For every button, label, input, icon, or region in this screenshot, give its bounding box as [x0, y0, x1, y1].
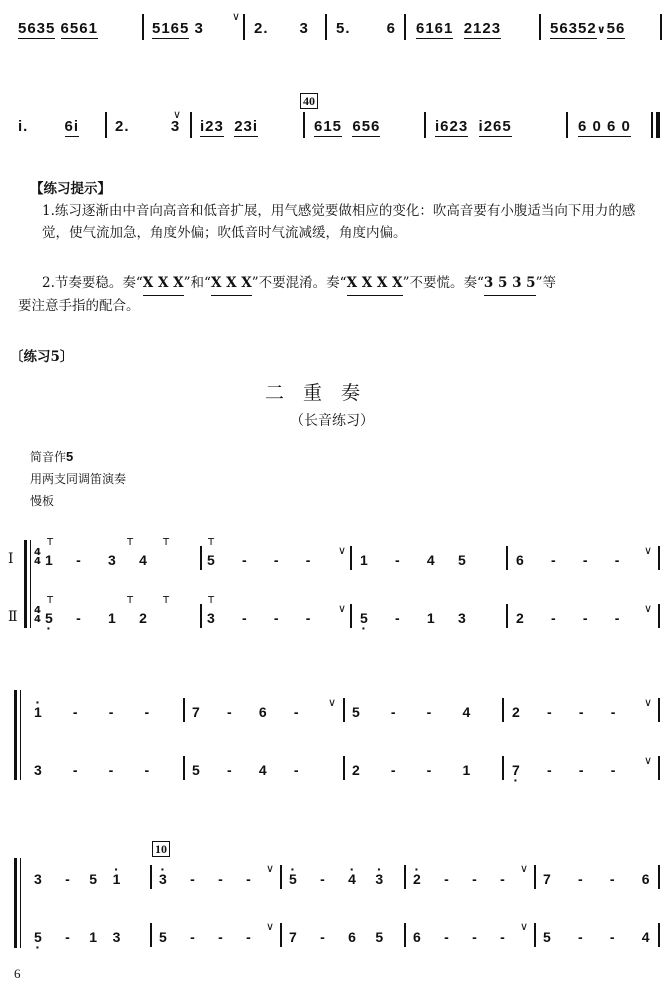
barline: [506, 546, 508, 570]
barline: [658, 604, 660, 628]
barline: [658, 546, 660, 570]
barline: [183, 756, 185, 780]
measure: 56352∨56: [550, 20, 626, 37]
voice-2-measure: 2 - - 1: [352, 762, 471, 778]
tips-paragraph-1: 1.练习逐渐由中音向高音和低音扩展，用气感觉要做相应的变化：吹高音要有小腹适当向下用力的感觉，使气流加急，角度外偏；吹低音时气流减缓，角度内偏。: [42, 203, 636, 241]
barline: [502, 756, 504, 780]
voice-2-measure: 5 · - 1 3: [34, 929, 120, 945]
voice-1-measure: 7 - 6 -: [192, 704, 299, 720]
barline: [243, 14, 245, 40]
system-line: [20, 690, 21, 780]
breath-mark: ∨: [644, 544, 653, 557]
voice-1-measure: 2 - - -: [512, 704, 616, 720]
measure: 615 656: [314, 118, 381, 135]
time-signature-lower: 4 4: [34, 605, 41, 625]
tonguing-mark: T: [163, 595, 170, 606]
barline: [350, 604, 352, 628]
breath-mark: ∨: [520, 920, 529, 933]
barline: [280, 923, 282, 947]
voice-1-measure: 5 - - -: [207, 552, 311, 568]
voice-1-measure: 5 - - 4: [352, 704, 471, 720]
barline: [658, 923, 660, 947]
breath-mark: ∨: [328, 696, 337, 709]
voice-2-measure: 5 · - 1 2: [45, 610, 147, 626]
barline: [200, 546, 202, 570]
final-barline-thin: [651, 112, 653, 138]
notes-3535: 3 5 3 5: [484, 272, 536, 296]
barline: [200, 604, 202, 628]
voice-2-measure: 2 - - -: [516, 610, 620, 626]
breath-mark: ∨: [644, 754, 653, 767]
system-line: [30, 540, 31, 628]
system-bracket: [14, 858, 17, 948]
tonguing-mark: T: [47, 595, 54, 606]
barline: [404, 14, 406, 40]
barline: [539, 14, 541, 40]
barline: [534, 865, 536, 889]
barline: [150, 865, 152, 889]
tonguing-mark: T: [127, 537, 134, 548]
barline: [183, 698, 185, 722]
measure: i623 i265: [435, 118, 512, 135]
tonguing-mark: T: [163, 537, 170, 548]
voice-1-measure: 6 - - -: [516, 552, 620, 568]
barline: [280, 865, 282, 889]
rehearsal-mark-10: 10: [152, 838, 170, 857]
tonguing-mark: T: [208, 595, 215, 606]
piece-title: 二 重 奏: [265, 382, 361, 404]
barline: [660, 14, 662, 40]
rehearsal-mark-40: 40: [300, 90, 318, 109]
measure: 5165 3: [152, 20, 204, 37]
exercise-label: 〔练习5〕: [10, 349, 74, 365]
barline: [506, 604, 508, 628]
breath-mark: ∨: [644, 602, 653, 615]
barline: [424, 112, 426, 138]
measure: 5. 6: [336, 20, 397, 37]
score-line-2: i. 6i: [18, 118, 80, 135]
measure: 2. 3: [254, 20, 309, 37]
barline: [658, 698, 660, 722]
tonguing-mark: T: [47, 537, 54, 548]
barline: [350, 546, 352, 570]
breath-mark: ∨: [266, 862, 275, 875]
breath-mark: ∨: [266, 920, 275, 933]
barline: [190, 112, 192, 138]
barline: [658, 756, 660, 780]
tonguing-mark: T: [127, 595, 134, 606]
voice-1-measure: 1 - 3 4: [45, 552, 147, 568]
barline: [105, 112, 107, 138]
performance-instruction: 用两支同调笛演奏: [30, 472, 127, 486]
part-label-upper: Ⅰ: [8, 551, 14, 567]
barline: [343, 698, 345, 722]
final-barline-thick: [656, 112, 660, 138]
measure: 6161 2123: [416, 20, 502, 37]
breath-mark: ∨: [644, 696, 653, 709]
voice-1-measure: · 3 - - -: [159, 871, 251, 887]
voice-1-measure: · 1 - - -: [34, 704, 149, 720]
breath-mark: ∨: [232, 10, 241, 23]
barline: [534, 923, 536, 947]
breath-mark: ∨: [173, 108, 182, 121]
voice-2-measure: 6 - - -: [413, 929, 505, 945]
tonguing-mark: T: [208, 537, 215, 548]
barline: [566, 112, 568, 138]
key-signature: 简音作5: [30, 449, 75, 464]
voice-1-measure: · 2 - - -: [413, 871, 505, 887]
voice-2-measure: 5 - 4 -: [192, 762, 299, 778]
tips-paragraph-2: 2.节奏要稳。奏“X X X”和“X X X”不要混淆。奏“X X X X”不要慌。奏“3 5 3 5”等: [42, 272, 556, 296]
barline: [150, 923, 152, 947]
tips-paragraph-2-cont: 要注意手指的配合。: [18, 298, 140, 314]
voice-2-measure: 7 - 6 5: [289, 929, 384, 945]
barline: [404, 865, 406, 889]
voice-1-measure: 7 - - 6: [543, 871, 650, 887]
voice-2-measure: 3 - - -: [207, 610, 311, 626]
voice-1-measure: · 5 - · 4 · 3: [289, 871, 383, 887]
measure: 6 0 6 0: [578, 118, 631, 135]
page-number: 6: [14, 966, 21, 981]
rhythm-xxx-2: X X X: [211, 272, 252, 296]
breath-mark: ∨: [338, 602, 347, 615]
measure: 2. 3: [115, 118, 181, 135]
rhythm-xxxx: X X X X: [347, 272, 403, 296]
barline: [404, 923, 406, 947]
tips-heading: 【练习提示】: [30, 181, 111, 197]
voice-2-measure: 3 - - -: [34, 762, 150, 778]
breath-mark: ∨: [520, 862, 529, 875]
voice-2-measure: 7 · - - -: [512, 762, 615, 778]
tempo-marking: 慢板: [30, 494, 55, 508]
score-line-1: 5635 6561: [18, 20, 98, 37]
system-line: [20, 858, 21, 948]
barline: [343, 756, 345, 780]
voice-1-measure: 3 - 5 · 1: [34, 871, 120, 887]
system-bracket: [24, 540, 27, 628]
part-label-lower: Ⅱ: [8, 609, 18, 625]
barline: [303, 112, 305, 138]
barline: [658, 865, 660, 889]
voice-2-measure: 5 - - 4: [543, 929, 650, 945]
barline: [502, 698, 504, 722]
rhythm-xxx-1: X X X: [143, 272, 184, 296]
measure: i23 23i: [200, 118, 259, 135]
time-signature-upper: 4 4: [34, 547, 41, 567]
system-bracket: [14, 690, 17, 780]
piece-subtitle: （长音练习）: [290, 413, 374, 429]
barline: [142, 14, 144, 40]
breath-mark: ∨: [338, 544, 347, 557]
voice-1-measure: 1 - 4 5: [360, 552, 466, 568]
voice-2-measure: 5 · - 1 3: [360, 610, 466, 626]
barline: [325, 14, 327, 40]
voice-2-measure: 5 - - -: [159, 929, 251, 945]
